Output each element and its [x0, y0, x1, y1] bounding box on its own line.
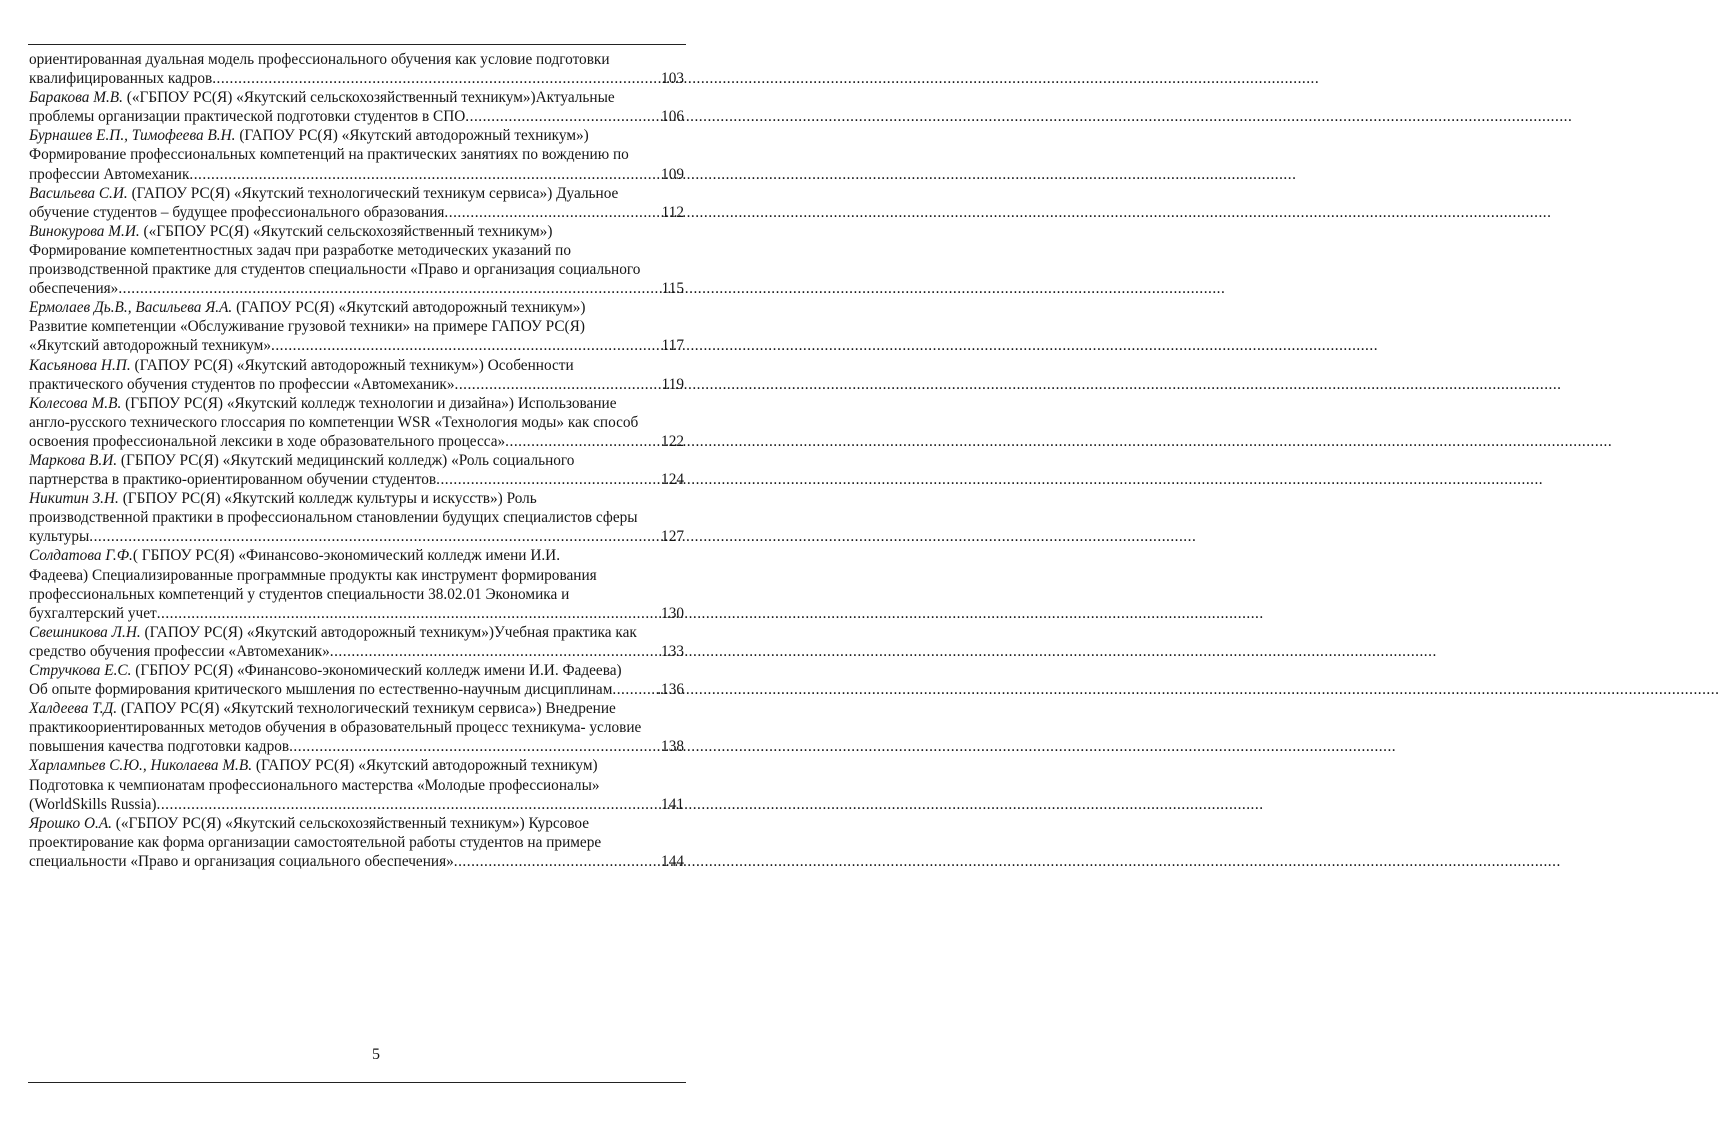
toc-entry-last-line — [29, 737, 684, 756]
toc-leader-dots — [189, 165, 661, 184]
toc-page-number: 106 — [661, 108, 684, 126]
toc-entry-line — [29, 814, 684, 833]
toc-entry-line — [29, 126, 684, 145]
toc-entry-title-end: бухгалтерский учет — [29, 604, 157, 622]
toc-page-number: 124 — [661, 471, 684, 489]
toc-entry-line — [29, 489, 684, 508]
toc-entry-text: профессиональных компетенций у студентов специальности 38.02.01 Экономика и — [29, 585, 570, 603]
toc-entry — [29, 546, 684, 622]
toc-entry-text: производственной практике для студентов специальности «Право и организация социального — [29, 261, 641, 279]
toc-leader-dots — [612, 680, 657, 699]
toc-entry-last-line — [29, 852, 684, 871]
toc-entry-last-line — [29, 642, 684, 661]
toc-entry-title-end: повышения качества подготовки кадров — [29, 738, 290, 756]
toc-entry-line — [29, 241, 684, 260]
toc-page-number: 109 — [661, 165, 684, 183]
toc-leader-dots — [289, 737, 661, 756]
toc-leader-dots — [330, 642, 661, 661]
toc-entry-title-end: культуры — [29, 528, 90, 546]
toc-entry-text: (ГАПОУ РС(Я) «Якутский автодорожный техникум) — [252, 757, 598, 775]
toc-entry-last-line — [29, 375, 684, 394]
toc-entry-author: Свешникова Л.Н. — [29, 623, 141, 641]
toc-entry-author: Халдеева Т.Д. — [29, 700, 118, 718]
toc-entry-title-end: освоения профессиональной лексики в ходе образовательного процесса» — [29, 432, 506, 450]
toc-entry-last-line — [29, 69, 684, 88]
toc-entry-text: ориентированная дуальная модель профессионального обучения как условие подготовки — [29, 51, 610, 68]
toc-page-number: 117 — [661, 337, 684, 355]
toc-leader-dots — [436, 470, 661, 489]
toc-entry-line — [29, 317, 684, 336]
toc-page-number: 112 — [661, 203, 684, 221]
toc-entry-text: (ГАПОУ РС(Я) «Якутский автодорожный техникум») — [235, 127, 589, 145]
top-rule — [28, 44, 686, 45]
toc-entry-line — [29, 413, 684, 432]
toc-entry-author: Стручкова Е.С. — [29, 662, 132, 679]
toc-entry-author: Никитин З.Н. — [29, 490, 119, 508]
toc-entry-last-line — [29, 279, 684, 298]
toc-entry-title-end: квалифицированных кадров — [29, 70, 213, 88]
toc-entry — [29, 50, 684, 88]
toc-entry-title-end: средство обучения профессии «Автомеханик» — [29, 642, 330, 660]
toc-entry — [29, 756, 684, 813]
toc-leader-dots — [505, 432, 661, 451]
toc-entry-author: Ермолаев Дь.В., Васильева Я.А. — [29, 299, 233, 317]
toc-entry-author: Солдатова Г.Ф. — [29, 547, 133, 565]
toc-entry — [29, 623, 684, 661]
toc-entry-author: Васильева С.И. — [29, 184, 128, 202]
toc-entry-line — [29, 585, 684, 604]
toc-entry — [29, 222, 684, 298]
toc-page-number: 103 — [661, 70, 684, 88]
toc-entry-last-line — [29, 680, 684, 699]
toc-entry-line — [29, 356, 684, 375]
toc-entry-line — [29, 222, 684, 241]
toc-entry — [29, 88, 684, 126]
toc-entry-text: (ГБПОУ РС(Я) «Якутский колледж технологии и дизайна») Использование — [121, 394, 617, 412]
toc-page-number: 127 — [661, 528, 684, 546]
toc-entry-line — [29, 88, 684, 107]
toc-entry-author: Касьянова Н.П. — [29, 356, 131, 374]
toc-entry-author: Винокурова М.И. — [29, 222, 140, 240]
toc-entry-text: ( ГБПОУ РС(Я) «Финансово-экономический колледж имени И.И. — [132, 547, 561, 565]
toc-entry-last-line — [29, 795, 684, 814]
toc-entry-title-end: партнерства в практико-ориентированном обучении студентов — [29, 471, 437, 489]
toc-entry-text: (ГАПОУ РС(Я) «Якутский автодорожный техникум»)Учебная практика как — [140, 623, 637, 641]
toc-entry-line — [29, 661, 684, 680]
toc-entry-text: Фадеева) Специализированные программные продукты как инструмент формирования — [29, 566, 597, 584]
toc-page-number: 133 — [661, 642, 684, 660]
toc-entry — [29, 489, 684, 546]
toc-entry-line — [29, 298, 684, 317]
page-number: 5 — [372, 1046, 380, 1063]
toc-entry-text: («ГБПОУ РС(Я) «Якутский сельскохозяйственный техникум») Курсовое — [111, 814, 590, 832]
toc-entry — [29, 661, 684, 699]
toc-entry — [29, 451, 684, 489]
toc-entry-title-end: обучение студентов – будущее профессионального образования — [29, 203, 445, 221]
toc-entry-line — [29, 566, 684, 585]
toc-entry-text: Формирование профессиональных компетенций на практических занятиях по вождению по — [29, 146, 629, 164]
toc-entry-title-end: практического обучения студентов по профессии «Автомеханик» — [29, 375, 455, 393]
toc-page-number: 122 — [661, 432, 684, 450]
toc-entry-last-line — [29, 203, 684, 222]
toc-entry — [29, 298, 684, 355]
toc-leader-dots — [444, 203, 661, 222]
toc-entry-title-end: Об опыте формирования критического мышления по естественно-научным дисциплинам — [29, 681, 613, 699]
toc-entry-last-line — [29, 470, 684, 489]
toc-entry-title-end: проблемы организации практической подготовки студентов в СПО — [29, 108, 466, 126]
toc-leader-dots — [157, 795, 662, 814]
toc-leader-dots — [157, 604, 661, 623]
toc-entry-line — [29, 833, 684, 852]
toc-entry-author: Харлампьев С.Ю., Николаева М.В. — [29, 757, 253, 775]
toc-entry — [29, 356, 684, 394]
toc-entry-line — [29, 394, 684, 413]
toc-entry — [29, 394, 684, 451]
toc-entry — [29, 699, 684, 756]
toc-entry — [29, 814, 684, 871]
toc-entry-text: англо-русского технического глоссария по компетенции WSR «Технология моды» как способ — [29, 413, 639, 431]
toc-entry-line — [29, 776, 684, 795]
toc-leader-dots — [271, 336, 662, 355]
toc-entry-title-end: профессии Автомеханик — [29, 165, 190, 183]
toc-entry-author: Бурнашев Е.П., Тимофеева В.Н. — [29, 127, 236, 145]
toc-entry-line — [29, 546, 684, 565]
toc-entry-line — [29, 718, 684, 737]
toc-entry-last-line — [29, 432, 684, 451]
toc-entry-last-line — [29, 165, 684, 184]
toc-leader-dots — [455, 375, 662, 394]
bottom-rule — [28, 1082, 686, 1083]
toc-page-number: 130 — [661, 604, 684, 622]
toc-entry-author: Ярошко О.А. — [29, 814, 112, 832]
toc-entry-text: Развитие компетенции «Обслуживание грузовой техники» на примере ГАПОУ РС(Я) — [29, 318, 585, 336]
toc-entry-text: проектирование как форма организации самостоятельной работы студентов на примере — [29, 833, 602, 851]
toc-entry-line — [29, 623, 684, 642]
toc-entry-title-end: «Якутский автодорожный техникум» — [29, 337, 272, 355]
toc-entry-line — [29, 756, 684, 775]
toc-entry-last-line — [29, 527, 684, 546]
toc-entry-title-end: специальности «Право и организация социального обеспечения» — [29, 852, 454, 870]
toc-entry-text: («ГБПОУ РС(Я) «Якутский сельскохозяйственный техникум»)Актуальные — [122, 89, 615, 107]
toc-entry-text: (ГАПОУ РС(Я) «Якутский технологический техникум сервиса») Внедрение — [117, 700, 616, 718]
toc-entry-title-end: обеспечения» — [29, 280, 119, 298]
toc-entry-last-line — [29, 336, 684, 355]
toc-entry-text: (ГАПОУ РС(Я) «Якутский автодорожный техникум») Особенности — [130, 356, 574, 374]
toc-entry-line — [29, 699, 684, 718]
toc-entry-text: («ГБПОУ РС(Я) «Якутский сельскохозяйственный техникум») — [139, 222, 553, 240]
toc-entry-line — [29, 50, 684, 69]
toc-entry-author: Маркова В.И. — [29, 451, 118, 469]
toc-leader-dots — [465, 107, 661, 126]
toc-entry-last-line — [29, 107, 684, 126]
toc-entry-text: (ГАПОУ РС(Я) «Якутский автодорожный техникум») — [232, 299, 586, 317]
toc-entry-text: практикоориентированных методов обучения в образовательный процесс техникума- условие — [29, 719, 642, 737]
toc-page-number: .136 — [657, 681, 684, 699]
toc-leader-dots — [454, 852, 661, 871]
toc-entry-title-end: (WorldSkills Russia) — [29, 795, 157, 813]
toc-entry-text: (ГБПОУ РС(Я) «Якутский колледж культуры и искусств») Роль — [118, 490, 537, 508]
toc-entry-text: производственной практики в профессиональном становлении будущих специалистов сферы — [29, 509, 638, 527]
toc-page-number: 144 — [661, 852, 684, 870]
toc-leader-dots — [118, 279, 661, 298]
toc-page-number: 138 — [661, 738, 684, 756]
toc-entry — [29, 126, 684, 183]
toc-entry-text: Формирование компетентностных задач при разработке методических указаний по — [29, 241, 571, 259]
toc-entry-author: Колесова М.В. — [29, 394, 122, 412]
toc-entry-line — [29, 451, 684, 470]
toc-entry-text: (ГАПОУ РС(Я) «Якутский технологический техникум сервиса») Дуальное — [127, 184, 619, 202]
toc-entry-line — [29, 145, 684, 164]
table-of-contents — [29, 50, 684, 871]
toc-page-number: 115 — [661, 280, 684, 298]
toc-entry-line — [29, 184, 684, 203]
toc-page-number: 119 — [661, 375, 684, 393]
toc-leader-dots — [89, 527, 661, 546]
toc-entry-text: Подготовка к чемпионатам профессионального мастерства «Молодые профессионалы» — [29, 776, 600, 794]
toc-entry-text: (ГБПОУ РС(Я) «Финансово-экономический колледж имени И.И. Фадеева) — [131, 662, 622, 679]
toc-page-number: 141 — [661, 795, 684, 813]
toc-entry-last-line — [29, 604, 684, 623]
toc-leader-dots — [212, 69, 661, 88]
toc-entry-text: (ГБПОУ РС(Я) «Якутский медицинский колледж) «Роль социального — [117, 451, 575, 469]
toc-entry-author: Баракова М.В. — [29, 89, 123, 107]
toc-entry — [29, 184, 684, 222]
toc-entry-line — [29, 260, 684, 279]
toc-entry-line — [29, 508, 684, 527]
